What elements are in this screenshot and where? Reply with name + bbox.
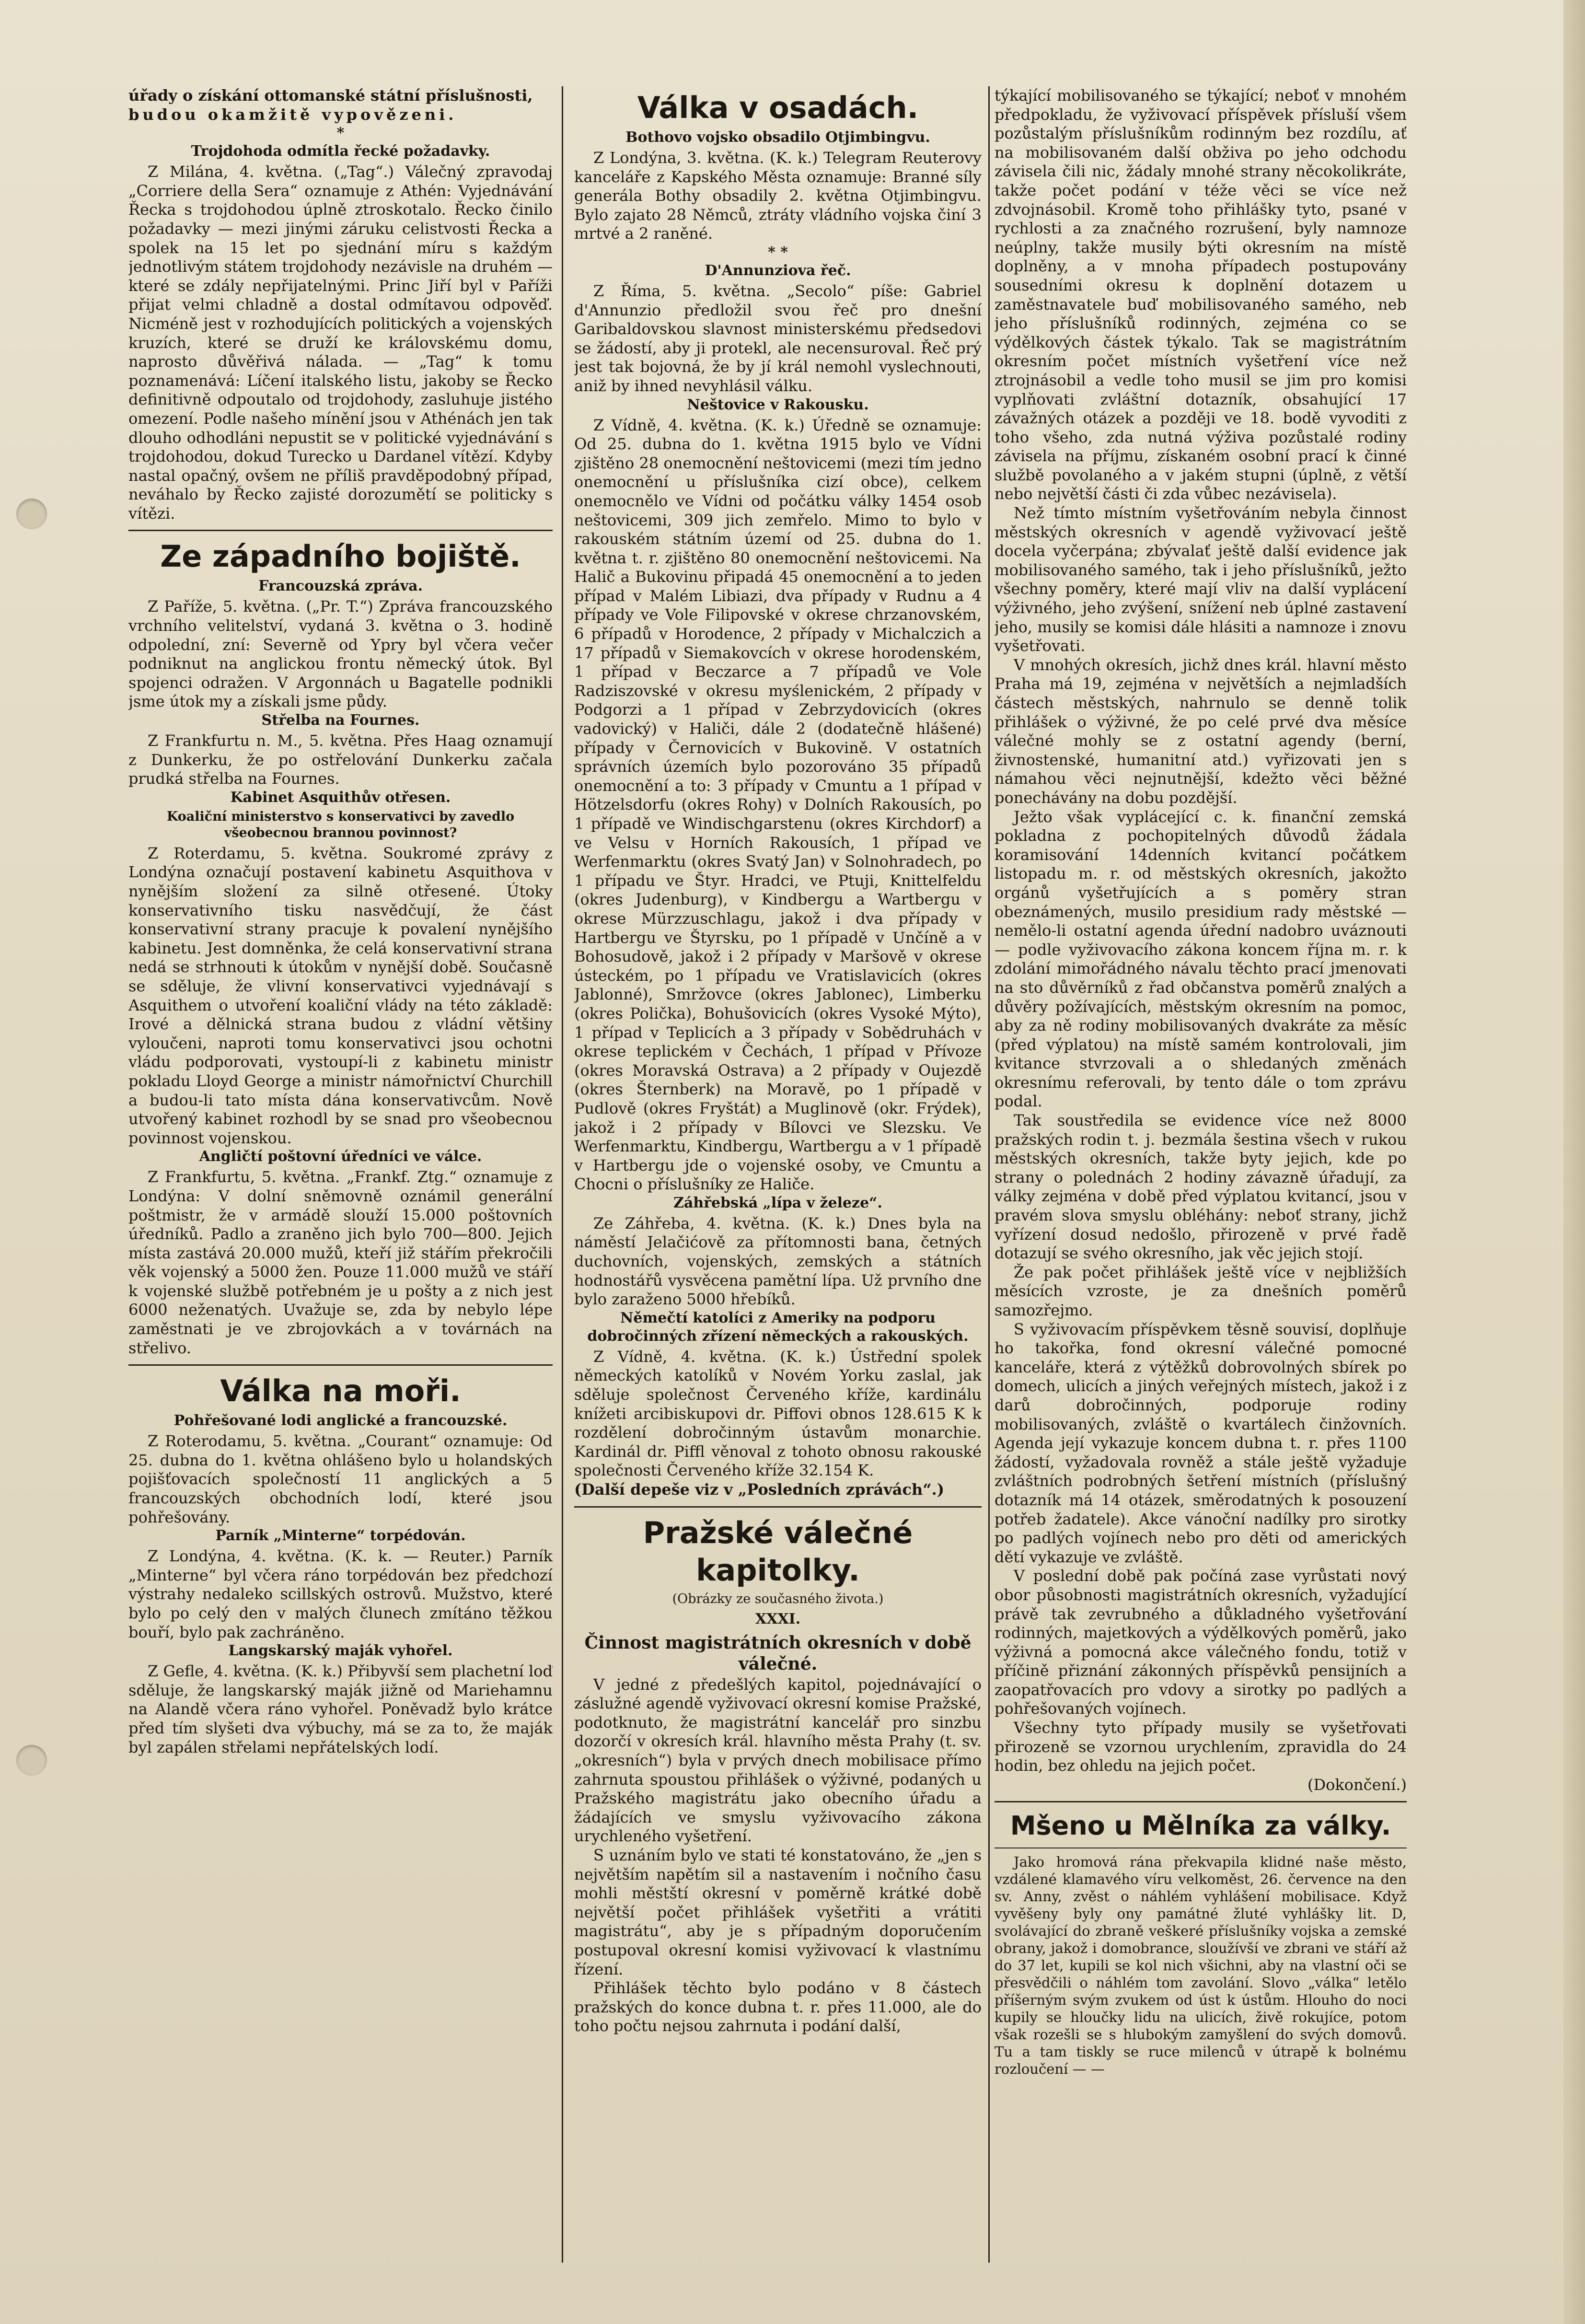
separator-stars: * * — [768, 244, 788, 261]
article-text: Ze Záhřeba, 4. května. (K. k.) Dnes byla na náměstí Jelačićově za přítomnosti bana, četných duchovních, vojenských, zemských a státních hodnostářů vysvěcena pamětní lípa. Už prvního dne bylo zaraženo 5000 hřebíků. — [574, 1214, 982, 1309]
article-text: Z Gefle, 4. května. (K. k.) Přibyvší sem plachetní loď sděluje, že langskarský maják jižně od Mariehamnu na Alandě včera ráno vyhořel. Poněvadž bylo krátce před tím slyšeti dva výbuchy, má se za to, že maják byl zapálen střelami nepřátelských lodí. — [128, 1662, 553, 1756]
page-edge — [1563, 0, 1585, 2324]
article-text: V poslední době pak počíná zase vyrůstati nový obor působnosti magistrátních okresních, vyžadující právě tak zevrubného a důkladného vyšetřování rodinných, majetkových a výdělkových poměrů, jako výživná a pomocná akce válečného fondu, totiž v příčině přiznání zákonných příspěvků pensijních a zaopatřovacích pro vdovy a sirotky po padlých a pohřešovaných vojínech. — [995, 1567, 1407, 1718]
article-text: týkající mobilisovaného se týkající; neboť v mnohém předpokladu, že vyživovací příspěvek přísluší všem pozůstalým příslušníkům rodinným bez rozdílu, ať na mobilisovaném další obživa po jeho odchodu závisela čili nic, žádaly mnohé strany něcokolikráte, takže počet podání v téže věci se více než zdvojnásobil. Kromě toho přihlášky tyto, psané v rychlosti a za značného rozrušení, byly namnoze neúplny, takže musily býti okresním na místě doplněny, a v mnoha případech postupovány sousedními okresu k doplnění dotazem u zaměstnavatele buď mobilisovaného samého, neb jeho příslušníků rodinných, zejména co se výdělkových částek týkalo. Tak se magistrátním okresním počet místních vyšetření více než ztrojnásobil a vedle toho musil se jim pro komisi vyplňovati zvláštní dotazník, obsahující 17 závažných otázek a později ve 18. bodě vyvoditi z toho všeho, zda nutná výživa pozůstalé rodiny závisela na příjmu, získaném osobní prací k činné službě povolaného a v jakém stupni (úplně, z větší nebo největší části či zda vůbec nezávisela). — [995, 86, 1407, 503]
column-1 — [128, 86, 553, 2272]
article-subhead: Parník „Minterne“ torpédován. — [215, 1527, 466, 1545]
article-text: Z Roterodamu, 5. května. „Courant“ oznamuje: Od 25. dubna do 1. května ohlášeno bylo u holandských pojišťovacích společností 11 anglických a 5 francouzských obchodních lodí, které jsou pohřešovány. — [128, 1432, 553, 1526]
chapter-number: XXXI. — [755, 1610, 801, 1627]
article-text: Jako hromová rána překvapila klidné naše město, vzdálené klamavého víru velkoměst, 26. července na den sv. Anny, zvěst o náhlém vyhlášení mobilisace. Když vyvěšeny byly ony památné žluté vyhlášky lit. D, svolávající do zbraně veškeré příslušníky vojska a zemské obrany, jakož i domobrance, sloužívší ve zbrani ve stáří až do 37 let, kupili se kol nich všichni, aby na vlastní oči se přesvědčili o náhlém tom zavolání. Slovo „válka“ letělo příšerným svým zvukem od úst k ústům. Hlouho do noci kupily se hloučky lidu na ulicích, živě rokujíce, potom však rozešli se s hlubokým zamyšlení do svých domovů. Tu a tam tiskly se ruce milenců v útrapě k bolnému rozloučení — — — [995, 1854, 1407, 2078]
column-3 — [995, 86, 1407, 2272]
article-text: Že pak počet přihlášek ještě více v nejbližších měsících vzroste, je za dnešních poměrů samozřejmo. — [995, 1263, 1407, 1319]
article-subhead: Němečtí katolíci z Ameriky na podporu dobročinných zřízení německých a rakouských. — [587, 1309, 969, 1345]
article-subhead: Střelba na Fournes. — [261, 712, 420, 729]
section-rule — [128, 1364, 553, 1366]
article-text: Přihlášek těchto bylo podáno v 8 částech pražských do konce dubna t. r. přes 11.000, ale do toho počtu nejsou zahrnuta i podání další, — [574, 1979, 982, 2035]
article-subhead: D'Annunziova řeč. — [705, 262, 851, 279]
article-text: Z Frankfurtu n. M., 5. května. Přes Haag oznamují z Dunkerku, že po ostřelování Dunkerku začala prudká střelba na Fournes. — [128, 732, 553, 788]
punch-hole — [16, 1745, 47, 1776]
article-subhead: Záhřebská „lípa v železe“. — [673, 1194, 882, 1211]
article-subhead: Francouzská zpráva. — [258, 578, 423, 595]
separator-star: * — [336, 125, 345, 142]
article-text: Z Vídně, 4. května. (K. k.) Úředně se oznamuje: Od 25. dubna do 1. května 1915 bylo ve Vídni zjištěno 28 onemocnění neštovicemi (mezi tím jedno onemocnění u příslušníka cizí obce), celkem onemocnělo ve Vídni od počátku války 1454 osob neštovicemi, 309 jich zemřelo. Mimo to bylo v rakouském státním území od 25. dubna do 1. května t. r. zjištěno 80 onemocnění neštovicemi. Na Halič a Bukovinu připadá 45 onemocnění a to jeden případ v Malém Libiazi, dva případy v Rudnu a 4 případy ve Vole Filipovské v okrese chrzanovském, 6 případů v Horodence, 2 případy v Michalczich a 17 případů v Siemakovcích v okrese horodenském, 1 případ v Beczarce a 7 případů ve Vole Radziszovské v okresu myślenickém, 2 případy v Podgorzi a 1 případ v Zebrzydovicích (okres vadovický) v Haliči, dále 2 (dodatečně hlášené) případy v Černovicích v Bukovině. V ostatních správních územích bylo pozorováno 35 případů onemocnění a to: 3 případy v Cmuntu a 1 případ v Hötzelsdorfu (okres Rohy) v Dolních Rakousích, po 1 případě ve Windischgarstenu (okres Kirchdorf) a ve Velsu v Horních Rakousích, 1 případ ve Werfenmarktu (okres Svatý Jan) v Solnohradech, po 1 případu ve Štyr. Hradci, ve Ptuji, Knittelfeldu (okres Judenburg), v Kindbergu a Wartbergu v okrese Mürzzuschlagu, jakož i dva případy v Hartbergu ve Štyrsku, po 1 případě v Unčíně a v Bohosudově, jakož i 2 případy v Maršově v okrese ústeckém, po 1 případu ve Vratislavicích (okres Jablonné), Smržovce (okres Jablonec), Limberku (okres Polička), Bohušovicích (okres Vysoké Mýto), 1 případ v Teplicích a 3 případy v Sobědruhách v okrese teplickém v Čechách, 1 případ v Přívoze (okres Moravská Ostrava) a 2 případy v Oujezdě (okres Šternberk) na Moravě, po 1 případě v Pudlově (okres Fryštát) a Muglinově (okr. Frýdek), jakož i 2 případy v Bílovci ve Slezsku. Ve Werfenmarktu, Kindbergu, Wartbergu a v 1 případě v Hartbergu jde o vojenské osoby, ve Cmuntu a Chocni o příslušníky ze Haliče. — [574, 416, 982, 1194]
article-subhead: Kabinet Asquithův otřesen. — [230, 789, 451, 806]
section-head: Válka na moři. — [220, 1373, 461, 1409]
article-text: Než tímto místním vyšetřováním nebyla činnost městských okresních v agendě vyživovací ještě docela vyčerpána; zbývalať ještě další evidence jak mobilisovaného samého, tak i jeho příslušníků, ježto všechny poměry, které mají vliv na další vyplácení výživného, jeho zvýšení, snížení neb úplné zastavení jeho, musily se komisi dále hlásiti a namnoze i znovu vyšetřovati. — [995, 504, 1407, 655]
article-text: Ježto však vyplácející c. k. finanční zemská pokladna z pochopitelných důvodů žádala koramisování 14denních kvitancí počátkem listopadu m. r. od městských okresních, jakožto orgánů vyšetřujících a s poměry stran obeznámených, musilo presidium rady městské — nemělo-li ostatní agenda úřední nadobro uváznouti — podle vyživovacího zákona koncem října m. r. k zdolání mimořádného návalu těchto prací jmenovati na sto důvěrníků z řad občanstva poměrů znalých a důvěry požívajících, městským okresním na pomoc, aby za ně rodiny mobilisovaných dvakráte za měsíc (před výplatou) na místě samém kontrolovali, jim kvitance stvrzovali a o shledaných změnách okresnímu referovali, by tento dále o tom zprávu podal. — [995, 807, 1407, 1111]
article-text: Všechny tyto případy musily se vyšetřovati přirozeně se vzornou urychlením, zpravidla do 24 hodin, bez ohledu na jejich počet. — [995, 1719, 1407, 1775]
section-subtitle: (Obrázky ze současného života.) — [672, 1591, 884, 1606]
article-text: Z Vídně, 4. května. (K. k.) Ústřední spolek německých katolíků v Novém Yorku zaslal, jak sděluje společnost Červeného kříže, kardinálu knížeti arcibiskupovi dr. Piffovi obnos 128.615 K k rozdělení dobročinným ústavům monarchie. Kardinál dr. Piffl věnoval z tohoto obnosu rakouské společnosti Červeného kříže 32.154 K. — [574, 1347, 982, 1480]
article-text: S uznáním bylo ve stati té konstatováno, že „jen s největším napětím sil a nastavením i nočního času mohli městští okresní v poměrně krátké době největší počet přihlášek vyšetřiti a vrátiti magistrátu“, aby je s případným doporučením postupoval okresní komisi vyživovací k vlastnímu řízení. — [574, 1846, 982, 1978]
article-text: Z Roterdamu, 5. května. Soukromé zprávy z Londýna označují postavení kabinetu Asquithova v nynějším složení za silně otřesené. Útoky konservativního tisku nasvědčují, že část konservativní strany pracuje k povalení nynějšího kabinetu. Jest domněnka, že celá konservativní strana nedá se strhnouti k útokům v nynější době. Současně se sděluje, že vlivní konservativci vyjednávají s Asquithem o utvoření koaliční vlády na této základě: Irové a dělnická strana budou z vládní většiny vyloučeni, naproti tomu konservativci jsou ochotni vládu podporovati, vystoupí-li z kabinetu ministr pokladu Lloyd George a ministr námořnictví Churchill a budou-li tato místa dána konservativcům. Nově utvořený kabinet rozhodl by se snad pro všeobecnou povinnost vojenskou. — [128, 844, 553, 1147]
section-head: Mšeno u Mělníka za války. — [1010, 1811, 1391, 1841]
section-rule — [574, 1506, 982, 1508]
blank-area — [995, 2078, 1407, 2272]
article-text: Tak soustředila se evidence více než 8000 pražských rodin t. j. bezmála šestina všech v rukou městských okresních, takže byty jejich, kde po strany o polednách 2 hodiny závazně úřadují, za války zejména v době před výplatou kvitancí, jsou v pravém slova smyslu obléhány: neboť strany, jichž vyřízení dosud nedošlo, přirozeně v prvé řadě dotazují se svého okresního, jak věc jejich stojí. — [995, 1111, 1407, 1263]
article-text: S vyživovacím příspěvkem těsně souvisí, doplňuje ho takořka, fond okresní válečné pomocné kanceláře, která z výtěžků dobrovolných sbírek po domech, ulicích a jiných veřejných místech, jakož i z darů dobročinných, podporuje rodiny mobilisovaných, zvláště o kvartálech činžovních. Agenda její vykazuje koncem dubna t. r. přes 1100 žádostí, vyžadovala rovněž a stále ještě vyžaduje zvláštních podrobných šetření místních (příslušný dotazník má 14 otázek, směrodatných k posouzení potřeb žadatele). Akce vánoční nadílky pro sirotky po padlých vojínech nebo pro děti od amerických dětí vykazuje ve zvláště. — [995, 1320, 1407, 1566]
article-text: Z Říma, 5. května. „Secolo“ píše: Gabriel d'Annunzio předložil svou řeč pro dnešní Garibaldovskou slavnost ministerskému předsedovi se žádostí, aby ji protekl, ale necensuroval. Řeč prý jest tak bojovná, že by jí král nemohl vyslechnouti, aniž by ihned nevyhlásil válku. — [574, 281, 982, 395]
punch-hole — [16, 499, 47, 529]
top-line: úřady o získání ottomanské státní příslušnosti, — [128, 86, 533, 105]
section-head: Pražské válečné kapitolky. — [643, 1515, 913, 1588]
article-title: Trojdohoda odmítla řecké požadavky. — [191, 143, 490, 160]
article-subhead: Neštovice v Rakousku. — [687, 396, 869, 413]
section-head: Ze západního bojiště. — [160, 539, 521, 574]
column-2 — [574, 86, 982, 2272]
article-subhead: Angličtí poštovní úředníci ve válce. — [199, 1148, 482, 1165]
section-head: Válka v osadách. — [637, 90, 919, 125]
article-text: Z Londýna, 4. května. (K. k. — Reuter.) Parník „Minterne“ byl včera ráno torpédován bez předchozí výstrahy nedaleko scillských ostrovů. Mužstvo, které bylo po celý den v malých člunech zmítáno těžkou bouří, bylo pak zachráněno. — [128, 1547, 553, 1641]
article-text: Z Frankfurtu, 5. května. „Frankf. Ztg.“ oznamuje z Londýna: V dolní sněmovně oznámil generální poštmistr, že v armádě slouží 15.000 poštovních úředníků. Padlo a zraněno jich bylo 700—800. Jejich místa zastává 20.000 mužů, kteří již stářím překročili věk vojenský a 5000 žen. Pouze 11.000 mužů ve stáří k vojenské službě potřebném je u pošty a z nich jest 6000 neženatých. Uvažuje se, zda by nebylo lépe zaměstnati je ve zbrojovkách a v továrnách na střelivo. — [128, 1168, 553, 1357]
article-subhead: Langskarský maják vyhořel. — [228, 1642, 453, 1660]
top-line: budou okamžitě vypovězeni. — [128, 105, 457, 124]
article-subhead: Pohřešované lodi anglické a francouzské. — [174, 1412, 508, 1429]
article-subhead: Bothovo vojsko obsadilo Otjimbingvu. — [625, 129, 930, 146]
continued-note: (Dokončení.) — [1307, 1775, 1407, 1794]
article-text: V mnohých okresích, jichž dnes král. hlavní město Praha má 19, zejména v největších a nejmladších částech městských, nahrnulo se denně tolik přihlášek o výživné, že po celé prvé dva měsíce válečné mohly se z ostatní agendy (berní, živnostenské, humanitní atd.) vyřizovati jen s námahou věci nejnutnější, kdežto věci běžné ponechávány na dobu pozdější. — [995, 655, 1407, 807]
column-rule — [562, 86, 563, 2263]
section-rule — [995, 1801, 1407, 1802]
article-text: Z Londýna, 3. května. (K. k.) Telegram Reuterovy kanceláře z Kapského Města oznamuje: Branné síly generála Bothy obsadily 2. května Otjimbingvu. Bylo zajato 28 Němců, ztráty vládního vojska činí 3 mrtvé a 2 raněné. — [574, 149, 982, 243]
article-text: V jedné z předešlých kapitol, pojednávající o záslužné agendě vyživovací okresní komise Pražské, podotknuto, že magistrátní kancelář pro sinzbu dozorčí v okresích král. hlavního města Prahy (t. sv. „okresních“) byla v prvých dnech mobilisace přímo zahrnuta spoustou přihlášek o výživné, podaných u Pražského magistrátu jako obecního úřadu a žádajících ve smyslu vyživovacího zákona urychleného vyšetření. — [574, 1675, 982, 1846]
article-text: Z Paříže, 5. května. („Pr. T.“) Zpráva francouzského vrchního velitelství, vydaná 3. května o 3. hodině odpolední, zní: Severně od Ypry byl včera večer podniknut na anglickou frontu německý útok. Byl spojenci odražen. V Argonnách u Bagatelle podnikli jsme útok my a získali jsme půdy. — [128, 597, 553, 711]
more-dispatches-note: (Další depeše viz v „Posledních zprávách“.) — [574, 1480, 944, 1499]
article-text: Z Milána, 4. května. („Tag“.) Válečný zpravodaj „Corriere della Sera“ oznamuje z Athén: Vyjednávání Řecka s trojdohodou úplně ztroskotalo. Řecko činilo požadavky — mezi jinými záruku celistvosti Řecka a spolek na 15 let po sjednání míru s každým jednotlivým státem trojdohody nezávisle na druhém — které se zdály nepřijatelnými. Princ Jiří byl v Paříži přijat velmi chladně a dostal odmítavou odpověď. Nicméně jest v rozhodujících politických a vojenských kruzích, které se druží ke královskému domu, naprosto důvěřivá nálada. — „Tag“ k tomu poznamenává: Líčení italského listu, jakoby se Řecko definitivně odpoutalo od trojdohody, zasluhuje jistého omezení. Podle našeho mínění jsou v Athénách jen tak dlouho odhodláni nepustit se v politické vyjednávání s trojdohodou, dokud Turecko u Dardanel vítězí. Kdyby nastal opačný, ovšem ne příliš pravděpodobný případ, neváhalo by Řecko zajisté dorozumětí se politicky s vítězi. — [128, 163, 553, 523]
chapter-title: Činnost magistrátních okresních v době válečné. — [584, 1632, 972, 1674]
section-rule — [128, 530, 553, 531]
column-rule — [988, 86, 990, 2263]
article-subhead: Koaliční ministerstvo s konservativci by zavedlo všeobecnou brannou povinnost? — [166, 809, 515, 840]
